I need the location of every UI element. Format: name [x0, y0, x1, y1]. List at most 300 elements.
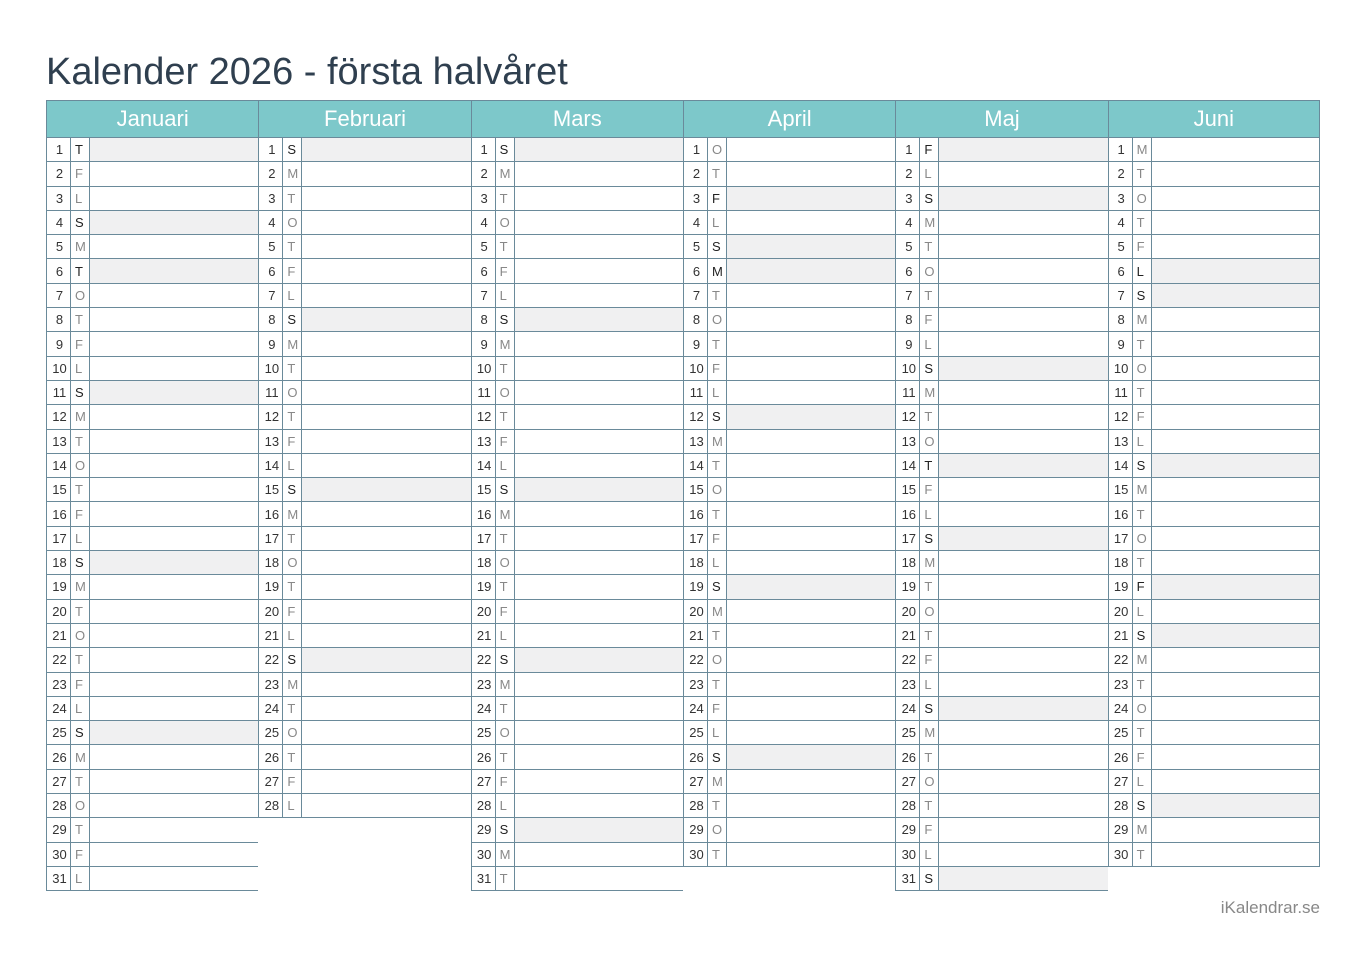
day-row — [471, 867, 683, 891]
day-number: 19 — [472, 575, 496, 598]
weekday-letter: F — [1133, 235, 1152, 258]
weekday-letter: L — [708, 551, 727, 574]
weekday-letter: T — [496, 405, 515, 428]
weekday-letter: M — [1133, 648, 1152, 671]
note-cell — [302, 648, 470, 671]
weekday-letter: F — [1133, 405, 1152, 428]
note-cell — [939, 843, 1107, 866]
day-number: 19 — [896, 575, 920, 598]
day-number: 7 — [47, 284, 71, 307]
weekday-letter: T — [496, 745, 515, 768]
weekday-letter: O — [283, 551, 302, 574]
weekday-letter: T — [496, 575, 515, 598]
month-header: Juni — [1108, 100, 1320, 138]
weekday-letter: L — [1133, 770, 1152, 793]
day-row — [895, 551, 1107, 575]
day-number: 6 — [684, 259, 708, 282]
day-number: 16 — [47, 502, 71, 525]
note-cell — [302, 745, 470, 768]
day-row — [1108, 551, 1320, 575]
day-number: 8 — [684, 308, 708, 331]
weekday-letter: L — [1133, 600, 1152, 623]
day-number: 18 — [1109, 551, 1133, 574]
note-cell — [1152, 551, 1319, 574]
weekday-letter: L — [71, 187, 90, 210]
day-number: 30 — [896, 843, 920, 866]
note-cell — [727, 648, 895, 671]
weekday-letter: T — [1133, 162, 1152, 185]
note-cell — [515, 187, 683, 210]
note-cell — [727, 551, 895, 574]
day-number: 13 — [1109, 430, 1133, 453]
day-number: 3 — [472, 187, 496, 210]
day-row — [683, 648, 895, 672]
day-number: 21 — [472, 624, 496, 647]
day-row — [895, 794, 1107, 818]
note-cell — [727, 405, 895, 428]
weekday-letter: T — [708, 673, 727, 696]
note-cell — [90, 648, 258, 671]
day-number: 19 — [47, 575, 71, 598]
day-row — [895, 624, 1107, 648]
weekday-letter: T — [708, 162, 727, 185]
day-row — [895, 648, 1107, 672]
note-cell — [90, 405, 258, 428]
weekday-letter: F — [920, 308, 939, 331]
note-cell — [302, 162, 470, 185]
day-number: 10 — [472, 357, 496, 380]
note-cell — [90, 721, 258, 744]
day-row — [46, 381, 258, 405]
weekday-letter: M — [496, 162, 515, 185]
day-row — [683, 454, 895, 478]
note-cell — [302, 502, 470, 525]
day-row — [46, 770, 258, 794]
weekday-letter: F — [496, 259, 515, 282]
day-row — [258, 187, 470, 211]
note-cell — [515, 600, 683, 623]
day-row — [683, 843, 895, 867]
weekday-letter: T — [920, 405, 939, 428]
month-column — [1108, 100, 1320, 895]
weekday-letter: T — [71, 818, 90, 841]
day-row — [471, 624, 683, 648]
day-number: 26 — [684, 745, 708, 768]
day-number: 7 — [896, 284, 920, 307]
note-cell — [515, 867, 683, 890]
note-cell — [1152, 818, 1319, 841]
note-cell — [727, 600, 895, 623]
day-row — [1108, 187, 1320, 211]
note-cell — [1152, 843, 1319, 866]
weekday-letter: F — [708, 357, 727, 380]
weekday-letter: T — [283, 357, 302, 380]
weekday-letter: O — [496, 381, 515, 404]
day-row — [46, 502, 258, 526]
day-row — [258, 551, 470, 575]
day-row — [1108, 259, 1320, 283]
note-cell — [1152, 235, 1319, 258]
day-row — [258, 673, 470, 697]
weekday-letter: S — [496, 478, 515, 501]
note-cell — [939, 405, 1107, 428]
note-cell — [302, 454, 470, 477]
weekday-letter: S — [283, 308, 302, 331]
weekday-letter: O — [708, 138, 727, 161]
note-cell — [515, 673, 683, 696]
day-row — [1108, 162, 1320, 186]
day-row — [258, 405, 470, 429]
note-cell — [515, 162, 683, 185]
day-row — [1108, 697, 1320, 721]
day-row — [471, 600, 683, 624]
day-number: 11 — [1109, 381, 1133, 404]
day-number: 6 — [896, 259, 920, 282]
weekday-letter: M — [708, 259, 727, 282]
day-number: 15 — [1109, 478, 1133, 501]
day-number: 22 — [47, 648, 71, 671]
note-cell — [515, 259, 683, 282]
day-number: 28 — [684, 794, 708, 817]
day-number: 22 — [896, 648, 920, 671]
day-number: 27 — [684, 770, 708, 793]
day-number: 4 — [896, 211, 920, 234]
weekday-letter: T — [920, 745, 939, 768]
day-row — [258, 697, 470, 721]
day-row — [895, 381, 1107, 405]
day-row — [1108, 600, 1320, 624]
weekday-letter: T — [283, 235, 302, 258]
note-cell — [1152, 478, 1319, 501]
day-row — [471, 187, 683, 211]
weekday-letter: M — [496, 502, 515, 525]
day-row — [46, 259, 258, 283]
note-cell — [90, 673, 258, 696]
day-row — [258, 624, 470, 648]
note-cell — [727, 745, 895, 768]
day-row — [895, 284, 1107, 308]
day-row — [46, 721, 258, 745]
day-number: 20 — [47, 600, 71, 623]
note-cell — [727, 332, 895, 355]
day-row — [1108, 648, 1320, 672]
note-cell — [90, 745, 258, 768]
note-cell — [1152, 673, 1319, 696]
day-row — [1108, 478, 1320, 502]
note-cell — [1152, 624, 1319, 647]
day-row — [258, 502, 470, 526]
day-row — [895, 600, 1107, 624]
day-number: 26 — [1109, 745, 1133, 768]
day-number: 8 — [472, 308, 496, 331]
weekday-letter: O — [708, 308, 727, 331]
note-cell — [515, 527, 683, 550]
day-row — [683, 600, 895, 624]
day-row — [895, 211, 1107, 235]
day-number: 21 — [1109, 624, 1133, 647]
day-number: 10 — [1109, 357, 1133, 380]
note-cell — [939, 138, 1107, 161]
note-cell — [90, 843, 258, 866]
weekday-letter: T — [708, 794, 727, 817]
weekday-letter: T — [496, 867, 515, 890]
day-row — [683, 162, 895, 186]
note-cell — [302, 381, 470, 404]
weekday-letter: T — [920, 284, 939, 307]
day-row — [471, 138, 683, 162]
day-row — [683, 211, 895, 235]
weekday-letter: M — [71, 405, 90, 428]
day-row — [471, 502, 683, 526]
day-row — [258, 454, 470, 478]
day-number: 15 — [47, 478, 71, 501]
day-row — [895, 187, 1107, 211]
weekday-letter: F — [1133, 575, 1152, 598]
day-number: 26 — [259, 745, 283, 768]
weekday-letter: T — [496, 527, 515, 550]
day-number: 9 — [684, 332, 708, 355]
weekday-letter: F — [71, 673, 90, 696]
day-number: 14 — [47, 454, 71, 477]
note-cell — [515, 770, 683, 793]
day-number: 10 — [896, 357, 920, 380]
day-number: 14 — [472, 454, 496, 477]
day-number: 8 — [1109, 308, 1133, 331]
note-cell — [1152, 502, 1319, 525]
month-header: Januari — [46, 100, 258, 138]
weekday-letter: L — [283, 794, 302, 817]
weekday-letter: O — [71, 454, 90, 477]
note-cell — [939, 794, 1107, 817]
day-row — [471, 284, 683, 308]
day-row — [471, 843, 683, 867]
day-row — [895, 357, 1107, 381]
day-number: 9 — [896, 332, 920, 355]
day-number: 25 — [259, 721, 283, 744]
day-row — [683, 818, 895, 842]
weekday-letter: F — [920, 478, 939, 501]
weekday-letter: T — [920, 235, 939, 258]
day-number: 14 — [1109, 454, 1133, 477]
weekday-letter: O — [1133, 697, 1152, 720]
day-number: 23 — [259, 673, 283, 696]
day-row — [46, 138, 258, 162]
note-cell — [515, 308, 683, 331]
day-number: 2 — [896, 162, 920, 185]
day-row — [258, 527, 470, 551]
weekday-letter: M — [71, 235, 90, 258]
day-row — [471, 551, 683, 575]
weekday-letter: F — [920, 138, 939, 161]
day-number: 13 — [259, 430, 283, 453]
day-row — [1108, 430, 1320, 454]
weekday-letter: F — [283, 770, 302, 793]
day-number: 18 — [472, 551, 496, 574]
weekday-letter: M — [496, 332, 515, 355]
day-number: 14 — [259, 454, 283, 477]
weekday-letter: O — [283, 211, 302, 234]
day-row — [895, 527, 1107, 551]
day-row — [1108, 381, 1320, 405]
note-cell — [939, 867, 1107, 890]
day-row — [1108, 211, 1320, 235]
note-cell — [515, 211, 683, 234]
note-cell — [939, 673, 1107, 696]
day-row — [471, 454, 683, 478]
weekday-letter: T — [708, 502, 727, 525]
weekday-letter: M — [1133, 818, 1152, 841]
weekday-letter: O — [496, 721, 515, 744]
day-row — [46, 794, 258, 818]
day-number: 27 — [472, 770, 496, 793]
note-cell — [515, 575, 683, 598]
month-column — [258, 100, 470, 895]
note-cell — [1152, 211, 1319, 234]
note-cell — [939, 551, 1107, 574]
day-number: 3 — [684, 187, 708, 210]
note-cell — [515, 381, 683, 404]
day-number: 18 — [259, 551, 283, 574]
weekday-letter: M — [496, 843, 515, 866]
day-row — [471, 575, 683, 599]
day-number: 20 — [684, 600, 708, 623]
note-cell — [1152, 770, 1319, 793]
day-number: 9 — [1109, 332, 1133, 355]
weekday-letter: T — [283, 745, 302, 768]
day-row — [683, 575, 895, 599]
note-cell — [515, 138, 683, 161]
note-cell — [90, 794, 258, 817]
day-row — [46, 624, 258, 648]
weekday-letter: T — [1133, 551, 1152, 574]
day-row — [895, 818, 1107, 842]
day-row — [683, 187, 895, 211]
note-cell — [515, 235, 683, 258]
note-cell — [727, 721, 895, 744]
day-number: 24 — [259, 697, 283, 720]
day-row — [258, 478, 470, 502]
day-row — [683, 430, 895, 454]
day-row — [1108, 138, 1320, 162]
day-number: 7 — [1109, 284, 1133, 307]
day-number: 12 — [684, 405, 708, 428]
day-number: 4 — [1109, 211, 1133, 234]
note-cell — [939, 284, 1107, 307]
day-row — [258, 332, 470, 356]
day-number: 25 — [472, 721, 496, 744]
weekday-letter: T — [71, 138, 90, 161]
weekday-letter: S — [1133, 624, 1152, 647]
weekday-letter: T — [71, 600, 90, 623]
note-cell — [727, 527, 895, 550]
note-cell — [727, 624, 895, 647]
note-cell — [727, 575, 895, 598]
weekday-letter: F — [71, 843, 90, 866]
weekday-letter: T — [283, 187, 302, 210]
day-number: 5 — [259, 235, 283, 258]
day-row — [683, 794, 895, 818]
day-number: 29 — [684, 818, 708, 841]
note-cell — [515, 721, 683, 744]
day-number: 1 — [472, 138, 496, 161]
weekday-letter: O — [708, 478, 727, 501]
day-row — [471, 405, 683, 429]
day-row — [471, 770, 683, 794]
day-row — [683, 624, 895, 648]
day-number: 24 — [47, 697, 71, 720]
weekday-letter: L — [71, 357, 90, 380]
weekday-letter: T — [1133, 211, 1152, 234]
note-cell — [1152, 527, 1319, 550]
day-number: 20 — [1109, 600, 1133, 623]
day-row — [46, 454, 258, 478]
weekday-letter: T — [71, 478, 90, 501]
weekday-letter: S — [71, 381, 90, 404]
day-number: 30 — [684, 843, 708, 866]
day-number: 17 — [259, 527, 283, 550]
weekday-letter: F — [71, 332, 90, 355]
weekday-letter: T — [920, 624, 939, 647]
day-row — [471, 308, 683, 332]
day-number: 5 — [896, 235, 920, 258]
day-number: 16 — [684, 502, 708, 525]
note-cell — [1152, 697, 1319, 720]
day-number: 2 — [1109, 162, 1133, 185]
weekday-letter: T — [496, 697, 515, 720]
note-cell — [90, 357, 258, 380]
weekday-letter: T — [708, 284, 727, 307]
day-row — [258, 575, 470, 599]
day-number: 12 — [896, 405, 920, 428]
weekday-letter: S — [920, 187, 939, 210]
day-number: 14 — [896, 454, 920, 477]
weekday-letter: O — [708, 648, 727, 671]
day-row — [471, 430, 683, 454]
day-row — [895, 405, 1107, 429]
note-cell — [727, 357, 895, 380]
day-row — [46, 818, 258, 842]
weekday-letter: T — [708, 624, 727, 647]
note-cell — [90, 430, 258, 453]
day-number: 27 — [259, 770, 283, 793]
day-row — [683, 770, 895, 794]
weekday-letter: S — [496, 818, 515, 841]
note-cell — [90, 527, 258, 550]
day-number: 30 — [1109, 843, 1133, 866]
weekday-letter: L — [920, 673, 939, 696]
day-number: 7 — [472, 284, 496, 307]
note-cell — [727, 794, 895, 817]
day-row — [258, 211, 470, 235]
day-row — [471, 478, 683, 502]
day-number: 4 — [684, 211, 708, 234]
day-number: 5 — [472, 235, 496, 258]
day-number: 6 — [1109, 259, 1133, 282]
note-cell — [939, 624, 1107, 647]
day-number: 15 — [684, 478, 708, 501]
weekday-letter: O — [920, 770, 939, 793]
day-number: 13 — [472, 430, 496, 453]
day-number: 9 — [472, 332, 496, 355]
day-number: 12 — [47, 405, 71, 428]
weekday-letter: M — [71, 745, 90, 768]
weekday-letter: F — [496, 770, 515, 793]
note-cell — [90, 187, 258, 210]
note-cell — [302, 527, 470, 550]
day-row — [258, 138, 470, 162]
day-row — [683, 673, 895, 697]
weekday-letter: M — [283, 332, 302, 355]
